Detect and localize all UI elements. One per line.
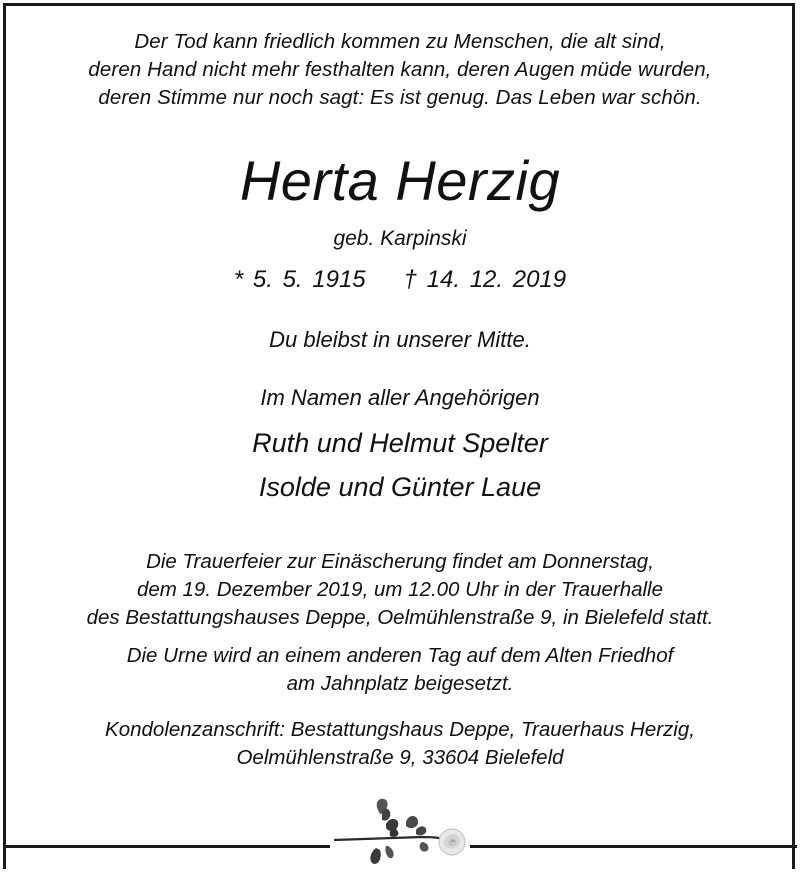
- life-dates: [0, 266, 800, 294]
- bottom-rule-left: [3, 845, 330, 848]
- mourner-name: Ruth und Helmut Spelter: [252, 428, 548, 458]
- quote-line-1: Der Tod kann friedlich kommen zu Menschen, die alt sind,: [134, 30, 666, 53]
- rose-icon: [330, 792, 470, 874]
- quote-line-3: deren Stimme nur noch sagt: Es ist genug. Das Leben war schön.: [98, 86, 702, 109]
- mourner-name: Isolde und Günter Laue: [258, 472, 542, 502]
- motto: Du bleibst in unserer Mitte.: [269, 327, 531, 352]
- ceremony-line-2: dem 19. Dezember 2019, um 12.00 Uhr in der Trauerhalle: [136, 578, 664, 601]
- ceremony-line-1: Die Trauerfeier zur Einäscherung findet am Donnerstag,: [146, 550, 654, 573]
- ceremony-line-3: des Bestattungshauses Deppe, Oelmühlenstraße 9, in Bielefeld statt.: [86, 606, 714, 629]
- birth-date: * 5. 5. 1915: [233, 266, 366, 293]
- death-date: † 14. 12. 2019: [403, 266, 567, 293]
- birth-name: geb. Karpinski: [333, 227, 467, 250]
- condolence-line-2: Oelmühlenstraße 9, 33604 Bielefeld: [236, 746, 564, 769]
- mourners-intro: Im Namen aller Angehörigen: [260, 385, 540, 410]
- ceremony-line-5: am Jahnplatz beigesetzt.: [286, 672, 514, 695]
- bottom-rule-right: [470, 845, 797, 848]
- deceased-name: Herta Herzig: [239, 149, 561, 212]
- quote-line-2: deren Hand nicht mehr festhalten kann, deren Augen müde wurden,: [88, 58, 712, 81]
- condolence-line-1: Kondolenzanschrift: Bestattungshaus Deppe, Trauerhaus Herzig,: [105, 718, 695, 741]
- ceremony-line-4: Die Urne wird an einem anderen Tag auf dem Alten Friedhof: [126, 644, 674, 667]
